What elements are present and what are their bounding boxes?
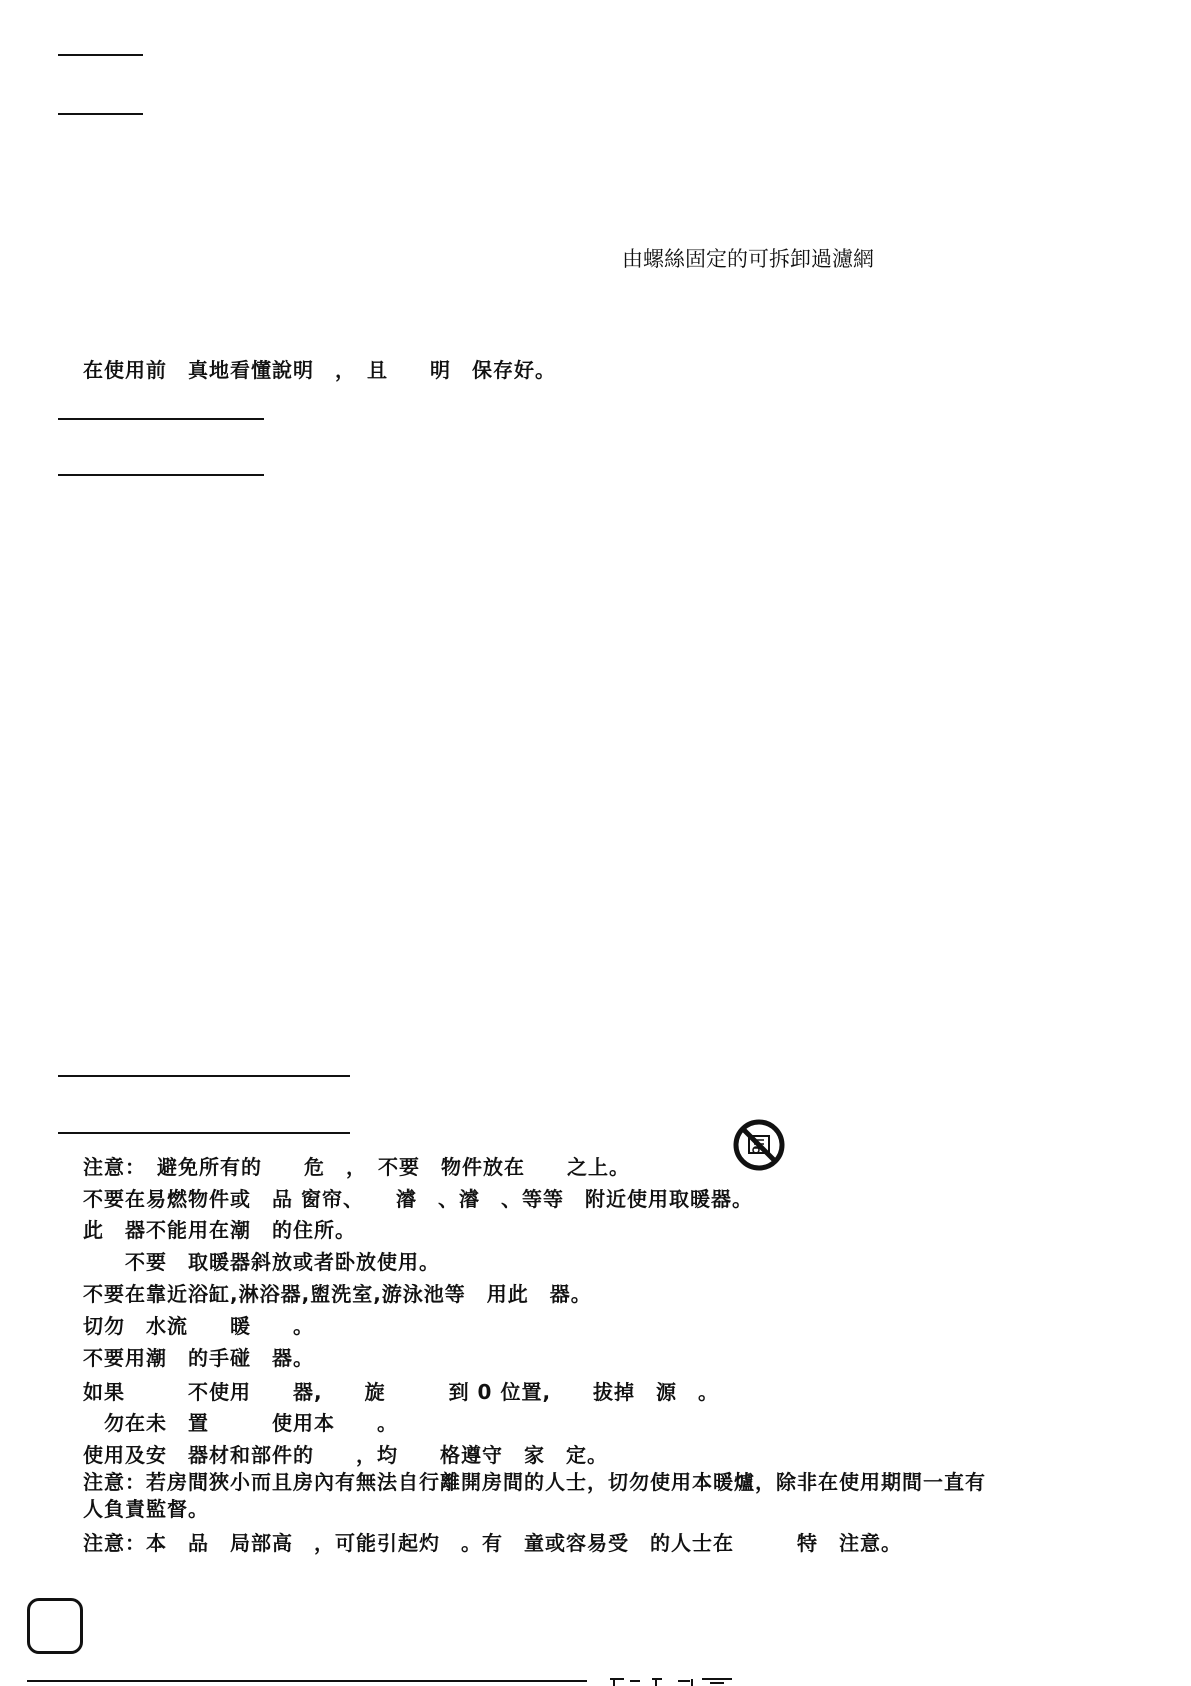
no-placing-objects-icon bbox=[732, 1118, 786, 1172]
bottom-text-fragment bbox=[600, 1674, 750, 1686]
safety-line: 不要在易燃物件或 品 窗帘、 濬 、濬 、等等 附近使用取暖器。 bbox=[83, 1187, 753, 1211]
safety-line: 不要 取暖器斜放或者卧放使用。 bbox=[83, 1250, 440, 1274]
safety-line: 注意： 避免所有的 危 ， 不要 物件放在 之上。 bbox=[83, 1155, 630, 1179]
safety-line: 如果 不使用 器, 旋 到 0 位置, 拔掉 源 。 bbox=[83, 1380, 720, 1404]
section-rule-1 bbox=[58, 418, 264, 420]
safety-line: 此 器不能用在潮 的住所。 bbox=[83, 1218, 356, 1242]
safety-line: 切勿 水流 暖 。 bbox=[83, 1314, 314, 1338]
page-number-box bbox=[27, 1598, 83, 1654]
header-rule-1 bbox=[58, 54, 143, 56]
safety-line: 注意：若房間狹小而且房內有無法自行離開房間的人士，切勿使用本暖爐，除非在使用期間一直有 bbox=[83, 1470, 986, 1494]
safety-line: 使用及安 器材和部件的 ，均 格遵守 家 定。 bbox=[83, 1443, 608, 1467]
safety-line: 不要在靠近浴缸,淋浴器,盥洗室,游泳池等 用此 器。 bbox=[83, 1282, 592, 1306]
section-rule-4 bbox=[58, 1132, 350, 1134]
safety-line: 注意：本 品 局部高 ，可能引起灼 。有 童或容易受 的人士在 特 注意。 bbox=[83, 1531, 902, 1555]
safety-line: 勿在未 置 使用本 。 bbox=[83, 1411, 398, 1435]
section-rule-2 bbox=[58, 474, 264, 476]
section-rule-3 bbox=[58, 1075, 350, 1077]
safety-line: 人負責監督。 bbox=[83, 1497, 209, 1521]
bottom-rule bbox=[27, 1680, 587, 1682]
figure-caption: 由螺絲固定的可拆卸過濾網 bbox=[622, 247, 874, 271]
intro-line: 在使用前 真地看懂說明 ， 且 明 保存好。 bbox=[83, 358, 556, 382]
safety-line: 不要用潮 的手碰 器。 bbox=[83, 1346, 314, 1370]
header-rule-2 bbox=[58, 113, 143, 115]
